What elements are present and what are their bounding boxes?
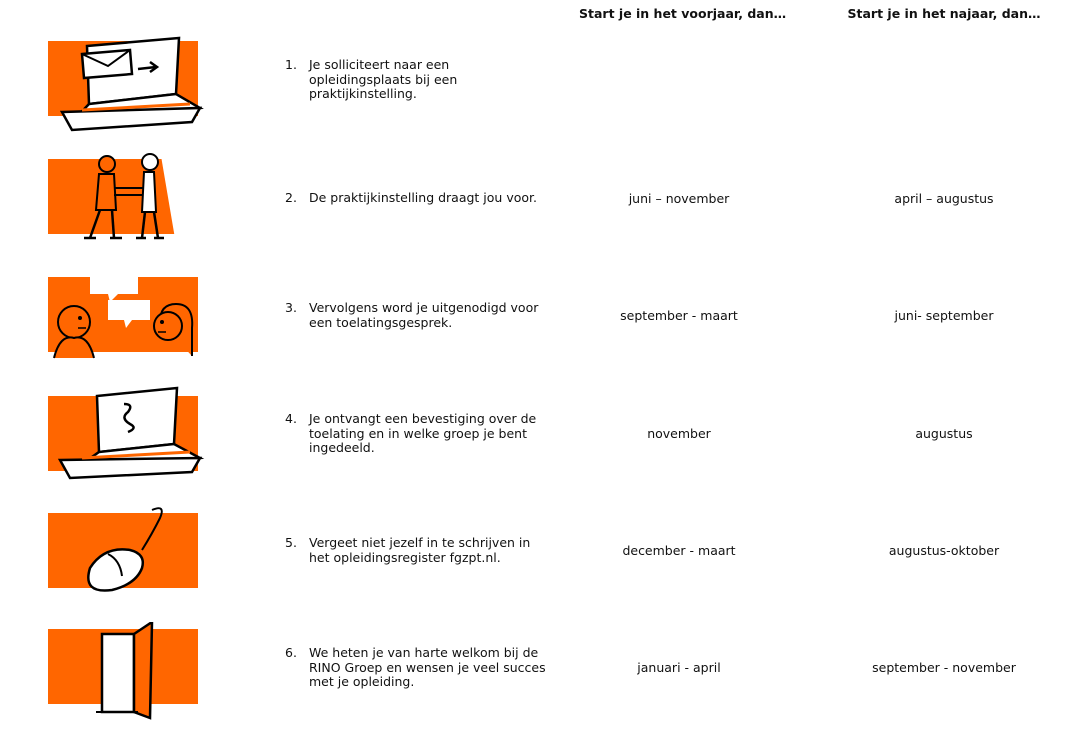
step-number: 3.: [285, 300, 297, 315]
step-text: Je ontvangt een bevestiging over de toelating en in welke groep je bent ingedeeld.: [309, 411, 537, 455]
step-number: 1.: [285, 57, 297, 72]
step-text: De praktijkinstelling draagt jou voor.: [309, 190, 537, 205]
step-row-4: [0, 386, 1080, 504]
spring-period: december - maart: [622, 543, 736, 558]
autumn-period: april – augustus: [894, 191, 994, 206]
autumn-period: juni- september: [894, 308, 994, 323]
laptop-envelope-icon: [42, 32, 208, 150]
spring-period: juni – november: [628, 191, 730, 206]
step-row-6: [0, 622, 1080, 721]
spring-period: september - maart: [620, 308, 738, 323]
step-row-2: [0, 150, 1080, 268]
conversation-icon: [42, 268, 208, 386]
autumn-period: augustus-oktober: [888, 543, 1000, 558]
autumn-period: augustus: [915, 426, 973, 441]
step-row-3: [0, 268, 1080, 386]
computer-mouse-icon: [42, 504, 208, 622]
column-header-autumn: Start je in het najaar, dan…: [847, 6, 1041, 21]
open-door-icon: [42, 622, 208, 740]
spring-period: november: [647, 426, 711, 441]
step-row-5: [0, 504, 1080, 622]
spring-period: januari - april: [637, 660, 721, 675]
step-text: We heten je van harte welkom bij de RINO Groep en wensen je veel succes met je opleiding.: [309, 645, 546, 689]
step-number: 2.: [285, 190, 297, 205]
step-text: Je solliciteert naar een opleidingsplaats bij een praktijkinstelling.: [309, 57, 458, 101]
step-text: Vervolgens word je uitgenodigd voor een toelatingsgesprek.: [309, 300, 539, 330]
step-number: 4.: [285, 411, 297, 426]
laptop-confirmation-icon: [42, 386, 208, 504]
people-presenting-icon: [42, 150, 208, 268]
step-row-1: [0, 32, 1080, 150]
step-number: 5.: [285, 535, 297, 550]
autumn-period: september - november: [872, 660, 1016, 675]
step-text: Vergeet niet jezelf in te schrijven in het opleidingsregister fgzpt.nl.: [309, 535, 531, 565]
column-header-spring: Start je in het voorjaar, dan…: [579, 6, 787, 21]
step-number: 6.: [285, 645, 297, 660]
